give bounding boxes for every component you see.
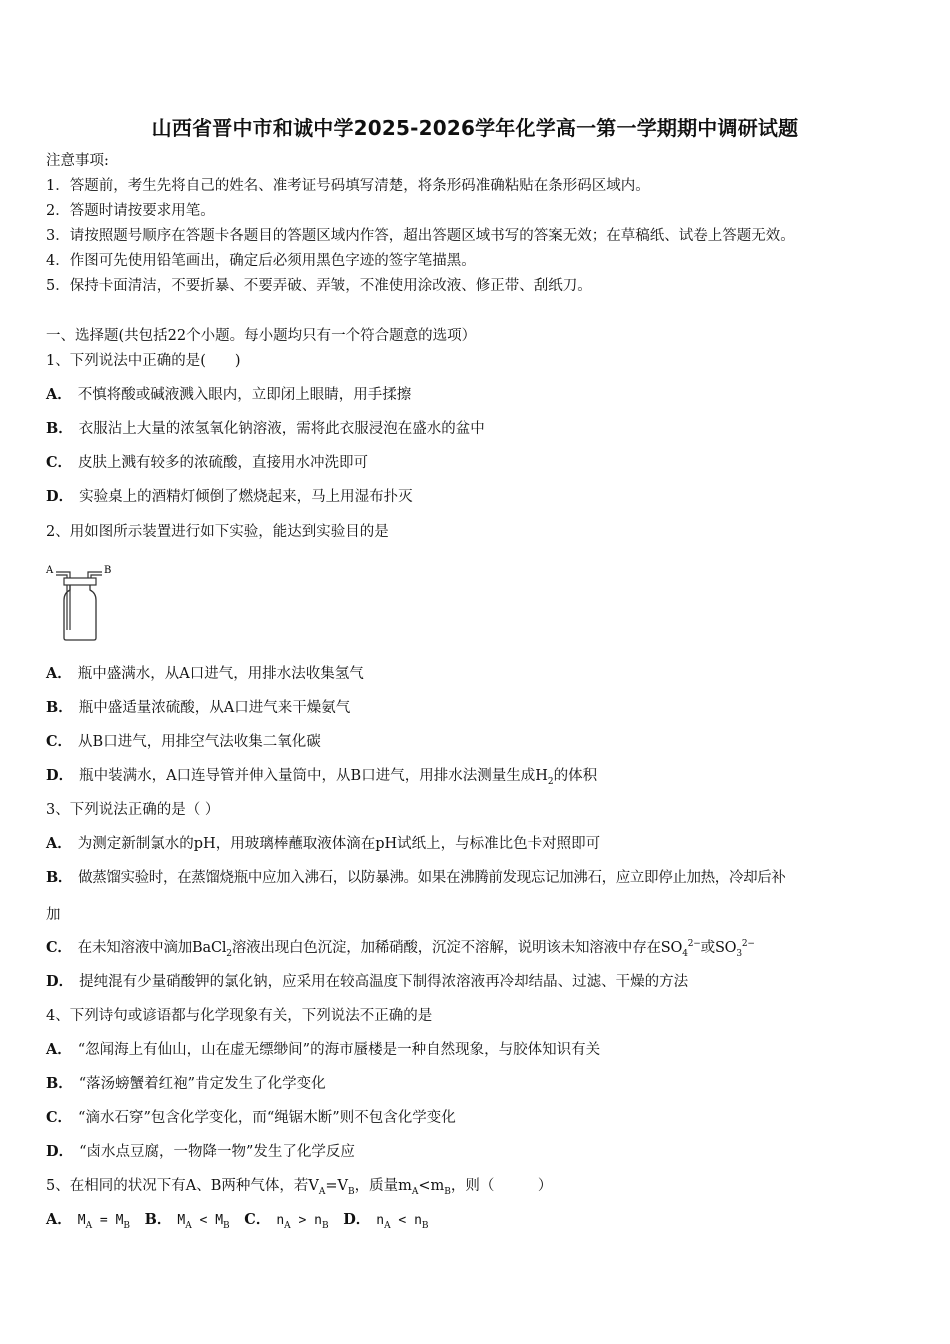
q5-stem: 5、在相同的状况下有A、B两种气体，若$V_A=V_B$，质量$m_A<m_B$，则（ ） <box>46 1178 553 1197</box>
q3-option-d: D． 提纯混有少量硝酸钾的氯化钠，应采用在较高温度下制得浓溶液再冷却结晶、过滤、干燥的方法 <box>46 973 689 990</box>
q4-stem: 4、下列诗句或谚语都与化学现象有关，下列说法不正确的是 <box>46 1008 433 1024</box>
q1-option-b: B． 衣服沾上大量的浓氢氧化钠溶液，需将此衣服浸泡在盛水的盆中 <box>46 420 485 437</box>
q4-option-c: C． “滴水石穿”包含化学变化，而“绳锯木断”则不包含化学变化 <box>46 1109 456 1126</box>
q3-stem: 3、下列说法正确的是（ ） <box>46 802 220 818</box>
q5-option-d: D． $n_A < n_B$ <box>343 1211 429 1231</box>
q2-option-d: D． 瓶中装满水，A口连导管并伸入量筒中，从B口进气，用排水法测量生成$H_2$的体积 <box>46 767 598 787</box>
q5-option-c: C． $n_A > n_B$ <box>244 1211 329 1231</box>
q5-options <box>46 1210 429 1231</box>
gas-washing-bottle-figure <box>44 560 116 644</box>
notice-item-1: 1．答题前，考生先将自己的姓名、准考证号码填写清楚，将条形码准确粘贴在条形码区域内。 <box>46 178 650 194</box>
notice-item-2: 2．答题时请按要求用笔。 <box>46 203 215 219</box>
q3-option-a: A． 为测定新制氯水的pH，用玻璃棒蘸取液体滴在pH试纸上，与标准比色卡对照即可 <box>46 835 601 852</box>
q3-option-c: C． 在未知溶液中滴加BaCl$_2$溶液出现白色沉淀，加稀硝酸，沉淀不溶解，说明该未知溶液中存在$SO_4^{2-}$或$SO_3^{2-}$ <box>46 939 755 959</box>
q4-option-b: B． “落汤螃蟹着红袍”肯定发生了化学变化 <box>46 1075 326 1092</box>
notice-item-3: 3．请按照题号顺序在答题卡各题目的答题区域内作答，超出答题区域书写的答案无效；在草稿纸、试卷上答题无效。 <box>46 228 795 244</box>
q4-option-a: A． “忽闻海上有仙山，山在虚无缥缈间”的海市蜃楼是一种自然现象，与胶体知识有关 <box>46 1041 601 1058</box>
notice-heading: 注意事项: <box>46 153 109 169</box>
q1-stem: 1、下列说法中正确的是( ) <box>46 353 241 369</box>
q2-option-a: A． 瓶中盛满水，从A口进气，用排水法收集氢气 <box>46 665 364 682</box>
q2-stem: 2、用如图所示装置进行如下实验，能达到实验目的是 <box>46 524 389 540</box>
notice-item-4: 4．作图可先使用铅笔画出，确定后必须用黑色字迹的签字笔描黑。 <box>46 253 476 269</box>
q2-option-b: B． 瓶中盛适量浓硫酸，从A口进气来干燥氨气 <box>46 699 351 716</box>
notice-item-5: 5．保持卡面清洁，不要折暴、不要弄破、弄皱，不准使用涂改液、修正带、刮纸刀。 <box>46 278 592 294</box>
page-title: 山西省晋中市和诚中学2025-2026学年化学高一第一学期期中调研试题 <box>151 116 799 140</box>
q3-option-b-continued: 加 <box>46 907 61 923</box>
q1-option-c: C． 皮肤上溅有较多的浓硫酸，直接用水冲洗即可 <box>46 454 369 471</box>
q4-option-d: D． “卤水点豆腐，一物降一物”发生了化学反应 <box>46 1143 355 1160</box>
section-heading: 一、选择题(共包括22个小题。每小题均只有一个符合题意的选项） <box>46 328 477 344</box>
figure-label-b: B <box>104 565 112 576</box>
q5-option-a: A． $M_A = M_B$ <box>46 1211 131 1231</box>
q2-option-c: C． 从B口进气，用排空气法收集二氧化碳 <box>46 733 321 750</box>
q3-option-b: B． 做蒸馏实验时，在蒸馏烧瓶中应加入沸石，以防暴沸。如果在沸腾前发现忘记加沸石，应立即停止加热，冷却后补 <box>46 869 786 886</box>
q1-option-a: A． 不慎将酸或碱液溅入眼内，立即闭上眼睛，用手揉擦 <box>46 386 412 403</box>
q5-option-b: B． $M_A < M_B$ <box>144 1211 230 1231</box>
figure-label-a: A <box>46 565 54 576</box>
q1-option-d: D． 实验桌上的酒精灯倾倒了燃烧起来，马上用湿布扑灭 <box>46 488 413 505</box>
